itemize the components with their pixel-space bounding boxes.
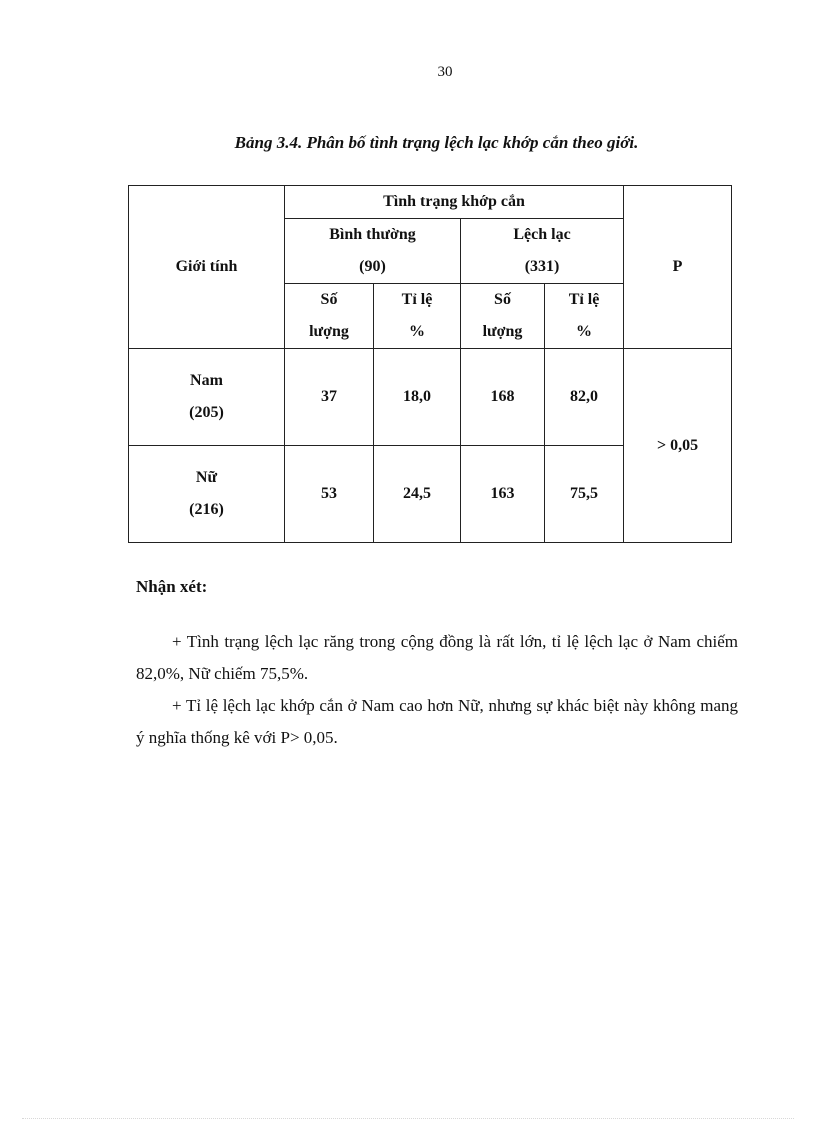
normal-quantity-header: Số lượng: [285, 284, 374, 349]
normal-group-header: [285, 219, 461, 284]
p-column-header: P: [624, 186, 732, 349]
deviated-quantity-header: Số lượng: [461, 284, 545, 349]
deviated-quantity-cell: 168: [461, 349, 545, 446]
deviated-label: Lệch lạc: [513, 226, 571, 243]
gender-cell: Nữ (216): [129, 446, 285, 543]
normal-label: Bình thường: [329, 226, 416, 243]
page-number: 30: [437, 64, 453, 80]
gender-cell: Nam (205): [129, 349, 285, 446]
gender-column-header: Giới tính: [129, 186, 285, 349]
table-row: [129, 349, 732, 446]
deviated-rate-header: Tỉ lệ %: [545, 284, 624, 349]
occlusion-by-gender-table: [128, 185, 732, 543]
p-value-cell: > 0,05: [624, 349, 732, 543]
page-bottom-border: [22, 1118, 794, 1119]
deviated-rate-cell: 82,0: [545, 349, 624, 446]
normal-rate-header: Tỉ lệ %: [374, 284, 461, 349]
remarks-title: Nhận xét:: [136, 577, 208, 596]
normal-rate-cell: 18,0: [374, 349, 461, 446]
deviated-rate-cell: 75,5: [545, 446, 624, 543]
remark-paragraph: + Tình trạng lệch lạc răng trong cộng đồng là rất lớn, tỉ lệ lệch lạc ở Nam chiếm 82,0%, Nữ chiếm 75,5%.: [136, 632, 738, 683]
deviated-count: (331): [524, 258, 560, 275]
normal-rate-cell: 24,5: [374, 446, 461, 543]
deviated-group-header: [461, 219, 624, 284]
normal-quantity-cell: 53: [285, 446, 374, 543]
normal-count: (90): [359, 258, 386, 275]
table-title: Bảng 3.4. Phân bố tình trạng lệch lạc khớp cắn theo giới.: [234, 133, 639, 152]
occlusion-status-header: Tình trạng khớp cắn: [285, 186, 624, 219]
deviated-quantity-cell: 163: [461, 446, 545, 543]
remark-paragraph: + Tỉ lệ lệch lạc khớp cắn ở Nam cao hơn Nữ, nhưng sự khác biệt này không mang ý nghĩa thống kê với P> 0,05.: [136, 696, 738, 747]
normal-quantity-cell: 37: [285, 349, 374, 446]
header-row-1: [129, 186, 732, 219]
